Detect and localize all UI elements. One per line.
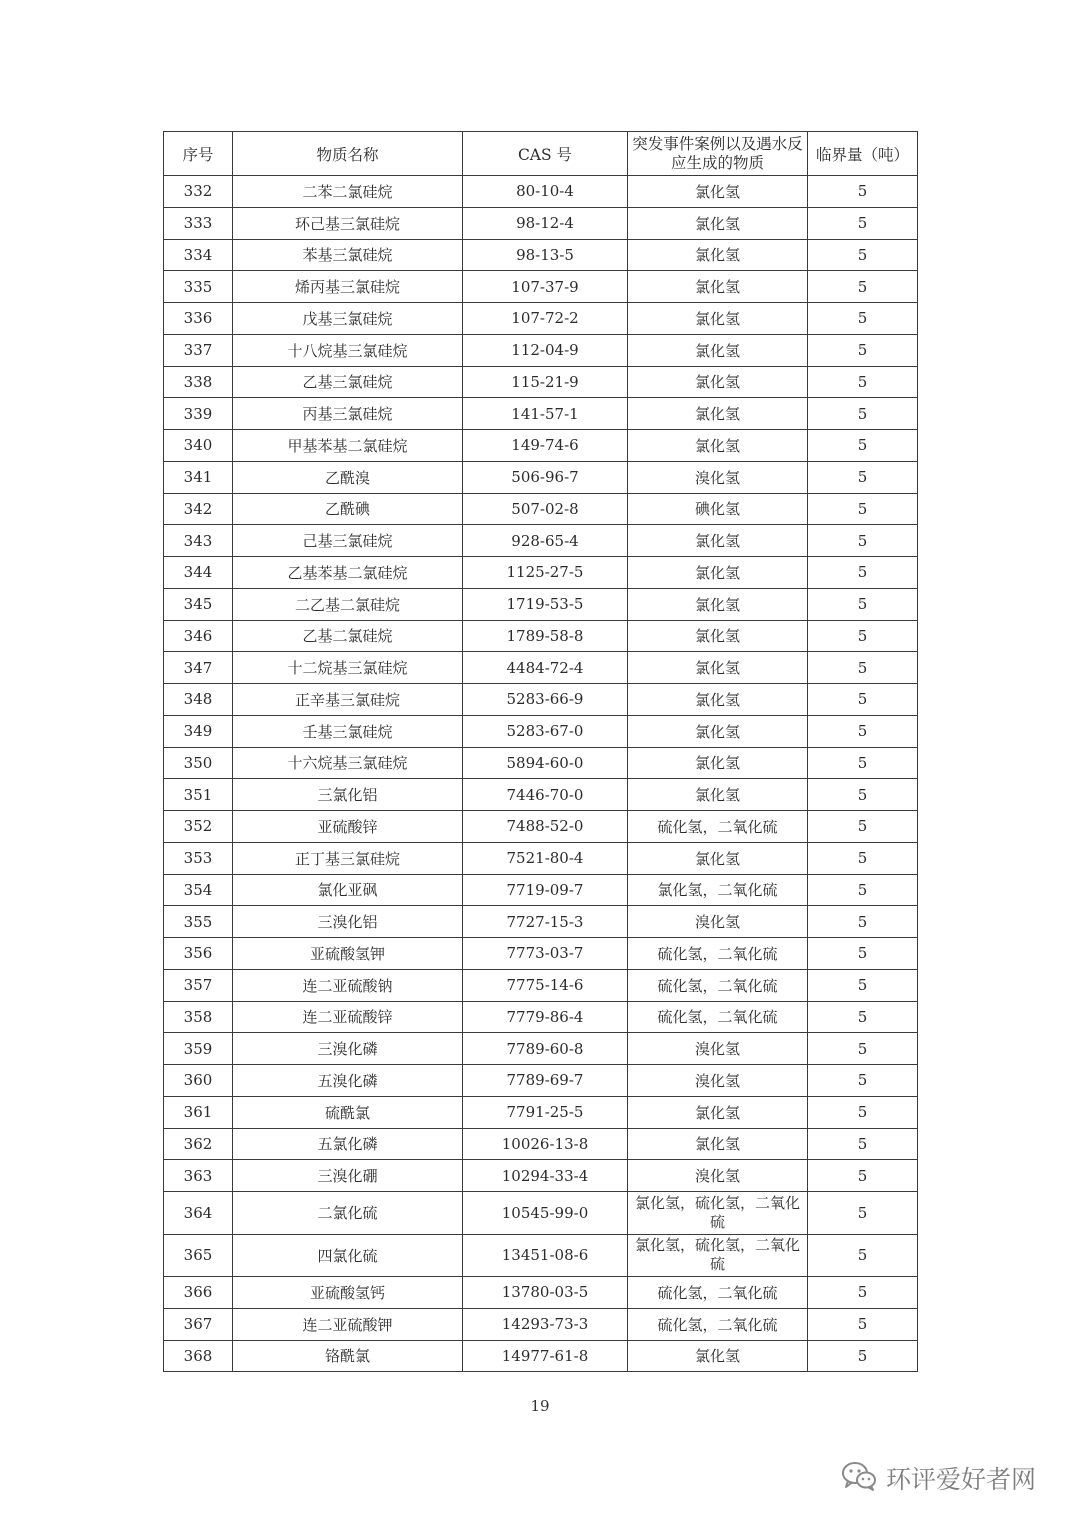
- threshold-cell: 5: [808, 747, 918, 779]
- table-row: [164, 874, 918, 906]
- row-index-cell: 360: [164, 1065, 233, 1097]
- table-row: [164, 1128, 918, 1160]
- substance-name-cell: 环己基三氯硅烷: [233, 207, 463, 239]
- row-index-cell: 368: [164, 1340, 233, 1372]
- table-row: [164, 747, 918, 779]
- threshold-cell: 5: [808, 1234, 918, 1277]
- reaction-products-cell: 氯化氢: [628, 684, 808, 716]
- cas-number-cell: 98-13-5: [463, 239, 628, 271]
- table-row: [164, 493, 918, 525]
- cas-number-cell: 149-74-6: [463, 430, 628, 462]
- table-row: [164, 1340, 918, 1372]
- threshold-cell: 5: [808, 906, 918, 938]
- row-index-cell: 342: [164, 493, 233, 525]
- page-number: 19: [530, 1397, 550, 1415]
- reaction-products-cell: 氯化氢: [628, 398, 808, 430]
- cas-number-cell: 112-04-9: [463, 334, 628, 366]
- table-row: [164, 1277, 918, 1309]
- reaction-products-cell: 氯化氢: [628, 334, 808, 366]
- row-index-cell: 344: [164, 557, 233, 589]
- cas-number-cell: 7789-69-7: [463, 1065, 628, 1097]
- substance-name-cell: 正丁基三氯硅烷: [233, 842, 463, 874]
- threshold-cell: 5: [808, 1192, 918, 1235]
- threshold-cell: 5: [808, 239, 918, 271]
- table-row: [164, 938, 918, 970]
- threshold-cell: 5: [808, 1033, 918, 1065]
- row-index-cell: 337: [164, 334, 233, 366]
- row-index-cell: 338: [164, 366, 233, 398]
- substance-name-cell: 乙基三氯硅烷: [233, 366, 463, 398]
- substance-name-cell: 五溴化磷: [233, 1065, 463, 1097]
- substance-name-cell: 戊基三氯硅烷: [233, 303, 463, 335]
- header-row: [164, 132, 918, 176]
- substance-name-cell: 乙酰溴: [233, 461, 463, 493]
- substance-name-cell: 三溴化硼: [233, 1160, 463, 1192]
- threshold-cell: 5: [808, 1065, 918, 1097]
- reaction-products-cell: 氯化氢: [628, 366, 808, 398]
- row-index-cell: 365: [164, 1234, 233, 1277]
- table-row: [164, 1160, 918, 1192]
- cas-number-cell: 5283-67-0: [463, 715, 628, 747]
- table-row: [164, 525, 918, 557]
- reaction-products-cell: 溴化氢: [628, 906, 808, 938]
- substance-name-cell: 铬酰氯: [233, 1340, 463, 1372]
- row-index-cell: 352: [164, 811, 233, 843]
- table-row: [164, 271, 918, 303]
- threshold-cell: 5: [808, 525, 918, 557]
- substance-name-cell: 十二烷基三氯硅烷: [233, 652, 463, 684]
- threshold-cell: 5: [808, 366, 918, 398]
- table-row: [164, 842, 918, 874]
- threshold-cell: 5: [808, 588, 918, 620]
- table-row: [164, 1308, 918, 1340]
- substance-name-cell: 乙基苯基二氯硅烷: [233, 557, 463, 589]
- table-row: [164, 1001, 918, 1033]
- reaction-products-cell: 氯化氢: [628, 779, 808, 811]
- reaction-products-cell: 氯化氢: [628, 1096, 808, 1128]
- substance-name-cell: 四氯化硫: [233, 1234, 463, 1277]
- row-index-cell: 345: [164, 588, 233, 620]
- row-index-cell: 355: [164, 906, 233, 938]
- row-index-cell: 362: [164, 1128, 233, 1160]
- header-cas-number: CAS 号: [463, 132, 628, 176]
- reaction-products-cell: 氯化氢，硫化氢，二氧化硫: [628, 1234, 808, 1277]
- substance-name-cell: 烯丙基三氯硅烷: [233, 271, 463, 303]
- row-index-cell: 341: [164, 461, 233, 493]
- row-index-cell: 359: [164, 1033, 233, 1065]
- reaction-products-cell: 氯化氢: [628, 1128, 808, 1160]
- substance-name-cell: 连二亚硫酸钠: [233, 969, 463, 1001]
- reaction-products-cell: 氯化氢: [628, 239, 808, 271]
- table-row: [164, 779, 918, 811]
- reaction-products-cell: 氯化氢: [628, 557, 808, 589]
- threshold-cell: 5: [808, 1128, 918, 1160]
- cas-number-cell: 7446-70-0: [463, 779, 628, 811]
- threshold-cell: 5: [808, 652, 918, 684]
- table-row: [164, 715, 918, 747]
- cas-number-cell: 13780-03-5: [463, 1277, 628, 1309]
- threshold-cell: 5: [808, 461, 918, 493]
- threshold-cell: 5: [808, 334, 918, 366]
- substance-name-cell: 三氯化铝: [233, 779, 463, 811]
- watermark: [840, 1458, 1036, 1498]
- row-index-cell: 336: [164, 303, 233, 335]
- substance-name-cell: 亚硫酸氢钾: [233, 938, 463, 970]
- row-index-cell: 357: [164, 969, 233, 1001]
- row-index-cell: 358: [164, 1001, 233, 1033]
- cas-number-cell: 1719-53-5: [463, 588, 628, 620]
- substance-name-cell: 己基三氯硅烷: [233, 525, 463, 557]
- substance-name-cell: 苯基三氯硅烷: [233, 239, 463, 271]
- table-row: [164, 303, 918, 335]
- reaction-products-cell: 氯化氢: [628, 176, 808, 208]
- table-row: [164, 461, 918, 493]
- cas-number-cell: 5283-66-9: [463, 684, 628, 716]
- threshold-cell: 5: [808, 969, 918, 1001]
- threshold-cell: 5: [808, 811, 918, 843]
- substance-name-cell: 乙基二氯硅烷: [233, 620, 463, 652]
- cas-number-cell: 10545-99-0: [463, 1192, 628, 1235]
- reaction-products-cell: 氯化氢: [628, 1340, 808, 1372]
- threshold-cell: 5: [808, 430, 918, 462]
- threshold-cell: 5: [808, 303, 918, 335]
- reaction-products-cell: 硫化氢，二氧化硫: [628, 1308, 808, 1340]
- table-row: [164, 239, 918, 271]
- cas-number-cell: 10026-13-8: [463, 1128, 628, 1160]
- substance-name-cell: 二苯二氯硅烷: [233, 176, 463, 208]
- hazardous-substances-table: [163, 131, 918, 1372]
- reaction-products-cell: 氯化氢，硫化氢，二氧化硫: [628, 1192, 808, 1235]
- substance-name-cell: 十六烷基三氯硅烷: [233, 747, 463, 779]
- row-index-cell: 335: [164, 271, 233, 303]
- cas-number-cell: 7775-14-6: [463, 969, 628, 1001]
- threshold-cell: 5: [808, 493, 918, 525]
- row-index-cell: 347: [164, 652, 233, 684]
- cas-number-cell: 14293-73-3: [463, 1308, 628, 1340]
- threshold-cell: 5: [808, 1001, 918, 1033]
- threshold-cell: 5: [808, 684, 918, 716]
- substance-name-cell: 二氯化硫: [233, 1192, 463, 1235]
- reaction-products-cell: 溴化氢: [628, 461, 808, 493]
- substance-name-cell: 甲基苯基二氯硅烷: [233, 430, 463, 462]
- substance-name-cell: 硫酰氯: [233, 1096, 463, 1128]
- table-row: [164, 1033, 918, 1065]
- cas-number-cell: 13451-08-6: [463, 1234, 628, 1277]
- cas-number-cell: 14977-61-8: [463, 1340, 628, 1372]
- reaction-products-cell: 氯化氢: [628, 525, 808, 557]
- table-row: [164, 969, 918, 1001]
- table-header: [164, 132, 918, 176]
- cas-number-cell: 10294-33-4: [463, 1160, 628, 1192]
- row-index-cell: 332: [164, 176, 233, 208]
- row-index-cell: 343: [164, 525, 233, 557]
- reaction-products-cell: 氯化氢: [628, 588, 808, 620]
- row-index-cell: 366: [164, 1277, 233, 1309]
- header-substance-name: 物质名称: [233, 132, 463, 176]
- table-row: [164, 334, 918, 366]
- reaction-products-cell: 氯化氢: [628, 652, 808, 684]
- row-index-cell: 346: [164, 620, 233, 652]
- reaction-products-cell: 溴化氢: [628, 1065, 808, 1097]
- cas-number-cell: 141-57-1: [463, 398, 628, 430]
- reaction-products-cell: 碘化氢: [628, 493, 808, 525]
- cas-number-cell: 507-02-8: [463, 493, 628, 525]
- reaction-products-cell: 硫化氢，二氧化硫: [628, 811, 808, 843]
- cas-number-cell: 7789-60-8: [463, 1033, 628, 1065]
- reaction-products-cell: 溴化氢: [628, 1160, 808, 1192]
- substance-name-cell: 十八烷基三氯硅烷: [233, 334, 463, 366]
- threshold-cell: 5: [808, 557, 918, 589]
- table-row: [164, 1065, 918, 1097]
- cas-number-cell: 5894-60-0: [463, 747, 628, 779]
- cas-number-cell: 7488-52-0: [463, 811, 628, 843]
- substance-name-cell: 乙酰碘: [233, 493, 463, 525]
- table-row: [164, 176, 918, 208]
- substance-name-cell: 丙基三氯硅烷: [233, 398, 463, 430]
- cas-number-cell: 1125-27-5: [463, 557, 628, 589]
- table-row: [164, 207, 918, 239]
- row-index-cell: 340: [164, 430, 233, 462]
- cas-number-cell: 7773-03-7: [463, 938, 628, 970]
- wechat-logo-icon: [840, 1459, 878, 1497]
- threshold-cell: 5: [808, 938, 918, 970]
- reaction-products-cell: 氯化氢: [628, 747, 808, 779]
- row-index-cell: 350: [164, 747, 233, 779]
- row-index-cell: 353: [164, 842, 233, 874]
- row-index-cell: 354: [164, 874, 233, 906]
- threshold-cell: 5: [808, 842, 918, 874]
- reaction-products-cell: 氯化氢: [628, 207, 808, 239]
- reaction-products-cell: 硫化氢，二氧化硫: [628, 938, 808, 970]
- threshold-cell: 5: [808, 1308, 918, 1340]
- threshold-cell: 5: [808, 1340, 918, 1372]
- substance-name-cell: 连二亚硫酸锌: [233, 1001, 463, 1033]
- table-row: [164, 906, 918, 938]
- substance-name-cell: 三溴化铝: [233, 906, 463, 938]
- table-row: [164, 652, 918, 684]
- row-index-cell: 333: [164, 207, 233, 239]
- reaction-products-cell: 氯化氢: [628, 715, 808, 747]
- watermark-text: 环评爱好者网: [886, 1465, 1037, 1494]
- threshold-cell: 5: [808, 1096, 918, 1128]
- table-row: [164, 1234, 918, 1277]
- reaction-products-cell: 硫化氢，二氧化硫: [628, 969, 808, 1001]
- reaction-products-cell: 溴化氢: [628, 1033, 808, 1065]
- substance-name-cell: 二乙基二氯硅烷: [233, 588, 463, 620]
- table-row: [164, 1192, 918, 1235]
- cas-number-cell: 115-21-9: [463, 366, 628, 398]
- cas-number-cell: 107-72-2: [463, 303, 628, 335]
- cas-number-cell: 7521-80-4: [463, 842, 628, 874]
- substance-name-cell: 连二亚硫酸钾: [233, 1308, 463, 1340]
- cas-number-cell: 107-37-9: [463, 271, 628, 303]
- cas-number-cell: 7779-86-4: [463, 1001, 628, 1033]
- threshold-cell: 5: [808, 176, 918, 208]
- cas-number-cell: 4484-72-4: [463, 652, 628, 684]
- table-row: [164, 366, 918, 398]
- table-row: [164, 1096, 918, 1128]
- table-row: [164, 588, 918, 620]
- row-index-cell: 361: [164, 1096, 233, 1128]
- reaction-products-cell: 氯化氢: [628, 430, 808, 462]
- header-products: 突发事件案例以及遇水反应生成的物质: [628, 132, 808, 176]
- threshold-cell: 5: [808, 398, 918, 430]
- cas-number-cell: 98-12-4: [463, 207, 628, 239]
- header-index: 序号: [164, 132, 233, 176]
- substance-name-cell: 五氯化磷: [233, 1128, 463, 1160]
- reaction-products-cell: 氯化氢: [628, 303, 808, 335]
- substance-name-cell: 氯化亚砜: [233, 874, 463, 906]
- substance-name-cell: 壬基三氯硅烷: [233, 715, 463, 747]
- cas-number-cell: 928-65-4: [463, 525, 628, 557]
- row-index-cell: 348: [164, 684, 233, 716]
- reaction-products-cell: 氯化氢，二氧化硫: [628, 874, 808, 906]
- table-row: [164, 430, 918, 462]
- reaction-products-cell: 氯化氢: [628, 271, 808, 303]
- row-index-cell: 363: [164, 1160, 233, 1192]
- row-index-cell: 349: [164, 715, 233, 747]
- threshold-cell: 5: [808, 779, 918, 811]
- reaction-products-cell: 硫化氢，二氧化硫: [628, 1277, 808, 1309]
- substance-name-cell: 三溴化磷: [233, 1033, 463, 1065]
- cas-number-cell: 1789-58-8: [463, 620, 628, 652]
- threshold-cell: 5: [808, 620, 918, 652]
- table-row: [164, 620, 918, 652]
- table-row: [164, 398, 918, 430]
- row-index-cell: 339: [164, 398, 233, 430]
- threshold-cell: 5: [808, 874, 918, 906]
- table-row: [164, 557, 918, 589]
- table-body: [164, 176, 918, 1372]
- substance-name-cell: 亚硫酸锌: [233, 811, 463, 843]
- row-index-cell: 334: [164, 239, 233, 271]
- table-row: [164, 811, 918, 843]
- threshold-cell: 5: [808, 271, 918, 303]
- threshold-cell: 5: [808, 207, 918, 239]
- table-row: [164, 684, 918, 716]
- row-index-cell: 364: [164, 1192, 233, 1235]
- row-index-cell: 356: [164, 938, 233, 970]
- header-threshold: 临界量（吨）: [808, 132, 918, 176]
- threshold-cell: 5: [808, 1160, 918, 1192]
- row-index-cell: 367: [164, 1308, 233, 1340]
- substance-name-cell: 正辛基三氯硅烷: [233, 684, 463, 716]
- row-index-cell: 351: [164, 779, 233, 811]
- cas-number-cell: 7719-09-7: [463, 874, 628, 906]
- threshold-cell: 5: [808, 1277, 918, 1309]
- cas-number-cell: 80-10-4: [463, 176, 628, 208]
- reaction-products-cell: 硫化氢，二氧化硫: [628, 1001, 808, 1033]
- cas-number-cell: 7727-15-3: [463, 906, 628, 938]
- reaction-products-cell: 氯化氢: [628, 620, 808, 652]
- reaction-products-cell: 氯化氢: [628, 842, 808, 874]
- cas-number-cell: 506-96-7: [463, 461, 628, 493]
- cas-number-cell: 7791-25-5: [463, 1096, 628, 1128]
- substance-name-cell: 亚硫酸氢钙: [233, 1277, 463, 1309]
- threshold-cell: 5: [808, 715, 918, 747]
